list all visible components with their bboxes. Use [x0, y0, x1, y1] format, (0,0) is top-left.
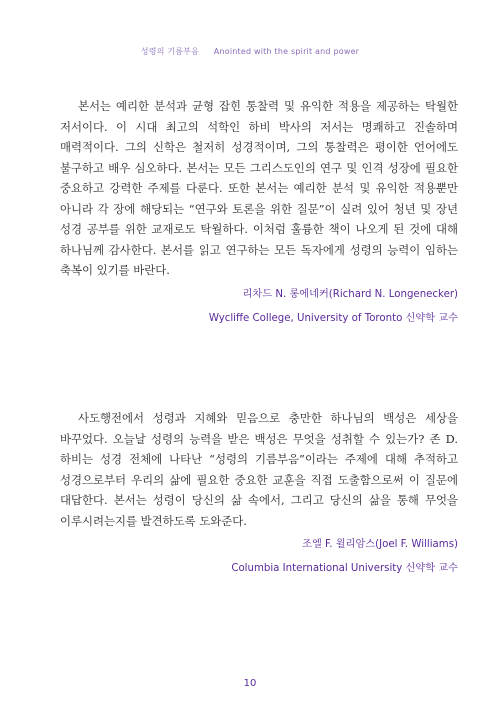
running-header [0, 46, 500, 57]
running-header-separator [205, 47, 208, 56]
endorsement-paragraph: 본서는 예리한 분석과 균형 잡힌 통찰력 및 유익한 적용을 제공하는 탁월한 저서이다. 이 시대 최고의 석학인 하비 박사의 저서는 명쾌하고 진솔하며 매력적이다. 그의 신학은 철저히 성경적이며, 그의 통찰력은 평이한 언어에도 불구하고 배우 심오하다. 본서는 모든 그리스도인의 연구 및 인격 성장에 필요한 중요하고 강력한 주제를 다룬다. 또한 본서는 예리한 분석 및 유익한 적용뿐만 아니라 각 장에 해당되는 “연구와 토론을 위한 질문”이 실려 있어 청년 및 장년 성경 공부를 위한 교재로도 탁월하다. 이처럼 훌륭한 책이 나오게 된 것에 대해 하나님께 감사한다. 본서를 읽고 연구하는 모든 독자에게 성령의 능력이 임하는 축복이 있기를 바란다. [60, 99, 458, 277]
page-number: 10 [243, 678, 257, 689]
endorser-affiliation: Columbia International University 신약학 교수 [231, 563, 458, 574]
endorser-name: 조엘 F. 윌리암스(Joel F. Williams) [302, 539, 458, 550]
running-header-english-title: Anointed with the spirit and power [213, 47, 360, 56]
endorsement-paragraph: 사도행전에서 성령과 지혜와 믿음으로 충만한 하나님의 백성은 세상을 바꾸었다. 오늘날 성령의 능력을 받은 백성은 무엇을 성취할 수 있는가? 존 D. 하비는 성경 전체에 나타난 “성령의 기름부음”이라는 주제에 대해 추적하고 성경으로부터 우리의 삶에 필요한 중요한 교훈을 직접 도출함으로써 이 질문에 대답한다. 본서는 성령이 당신의 삶 속에서, 그리고 당신의 삶을 통해 무엇을 이루시려는지를 발견하도록 도와준다. [60, 411, 458, 528]
endorser-name: 리차드 N. 롱에네커(Richard N. Longenecker) [242, 288, 458, 300]
endorsement-williams [60, 408, 458, 577]
endorsement-longenecker [60, 96, 458, 327]
endorser-affiliation: Wycliffe College, University of Toronto 신약학 교수 [208, 312, 458, 324]
running-header-korean-title: 성령의 기름부음 [140, 47, 200, 56]
